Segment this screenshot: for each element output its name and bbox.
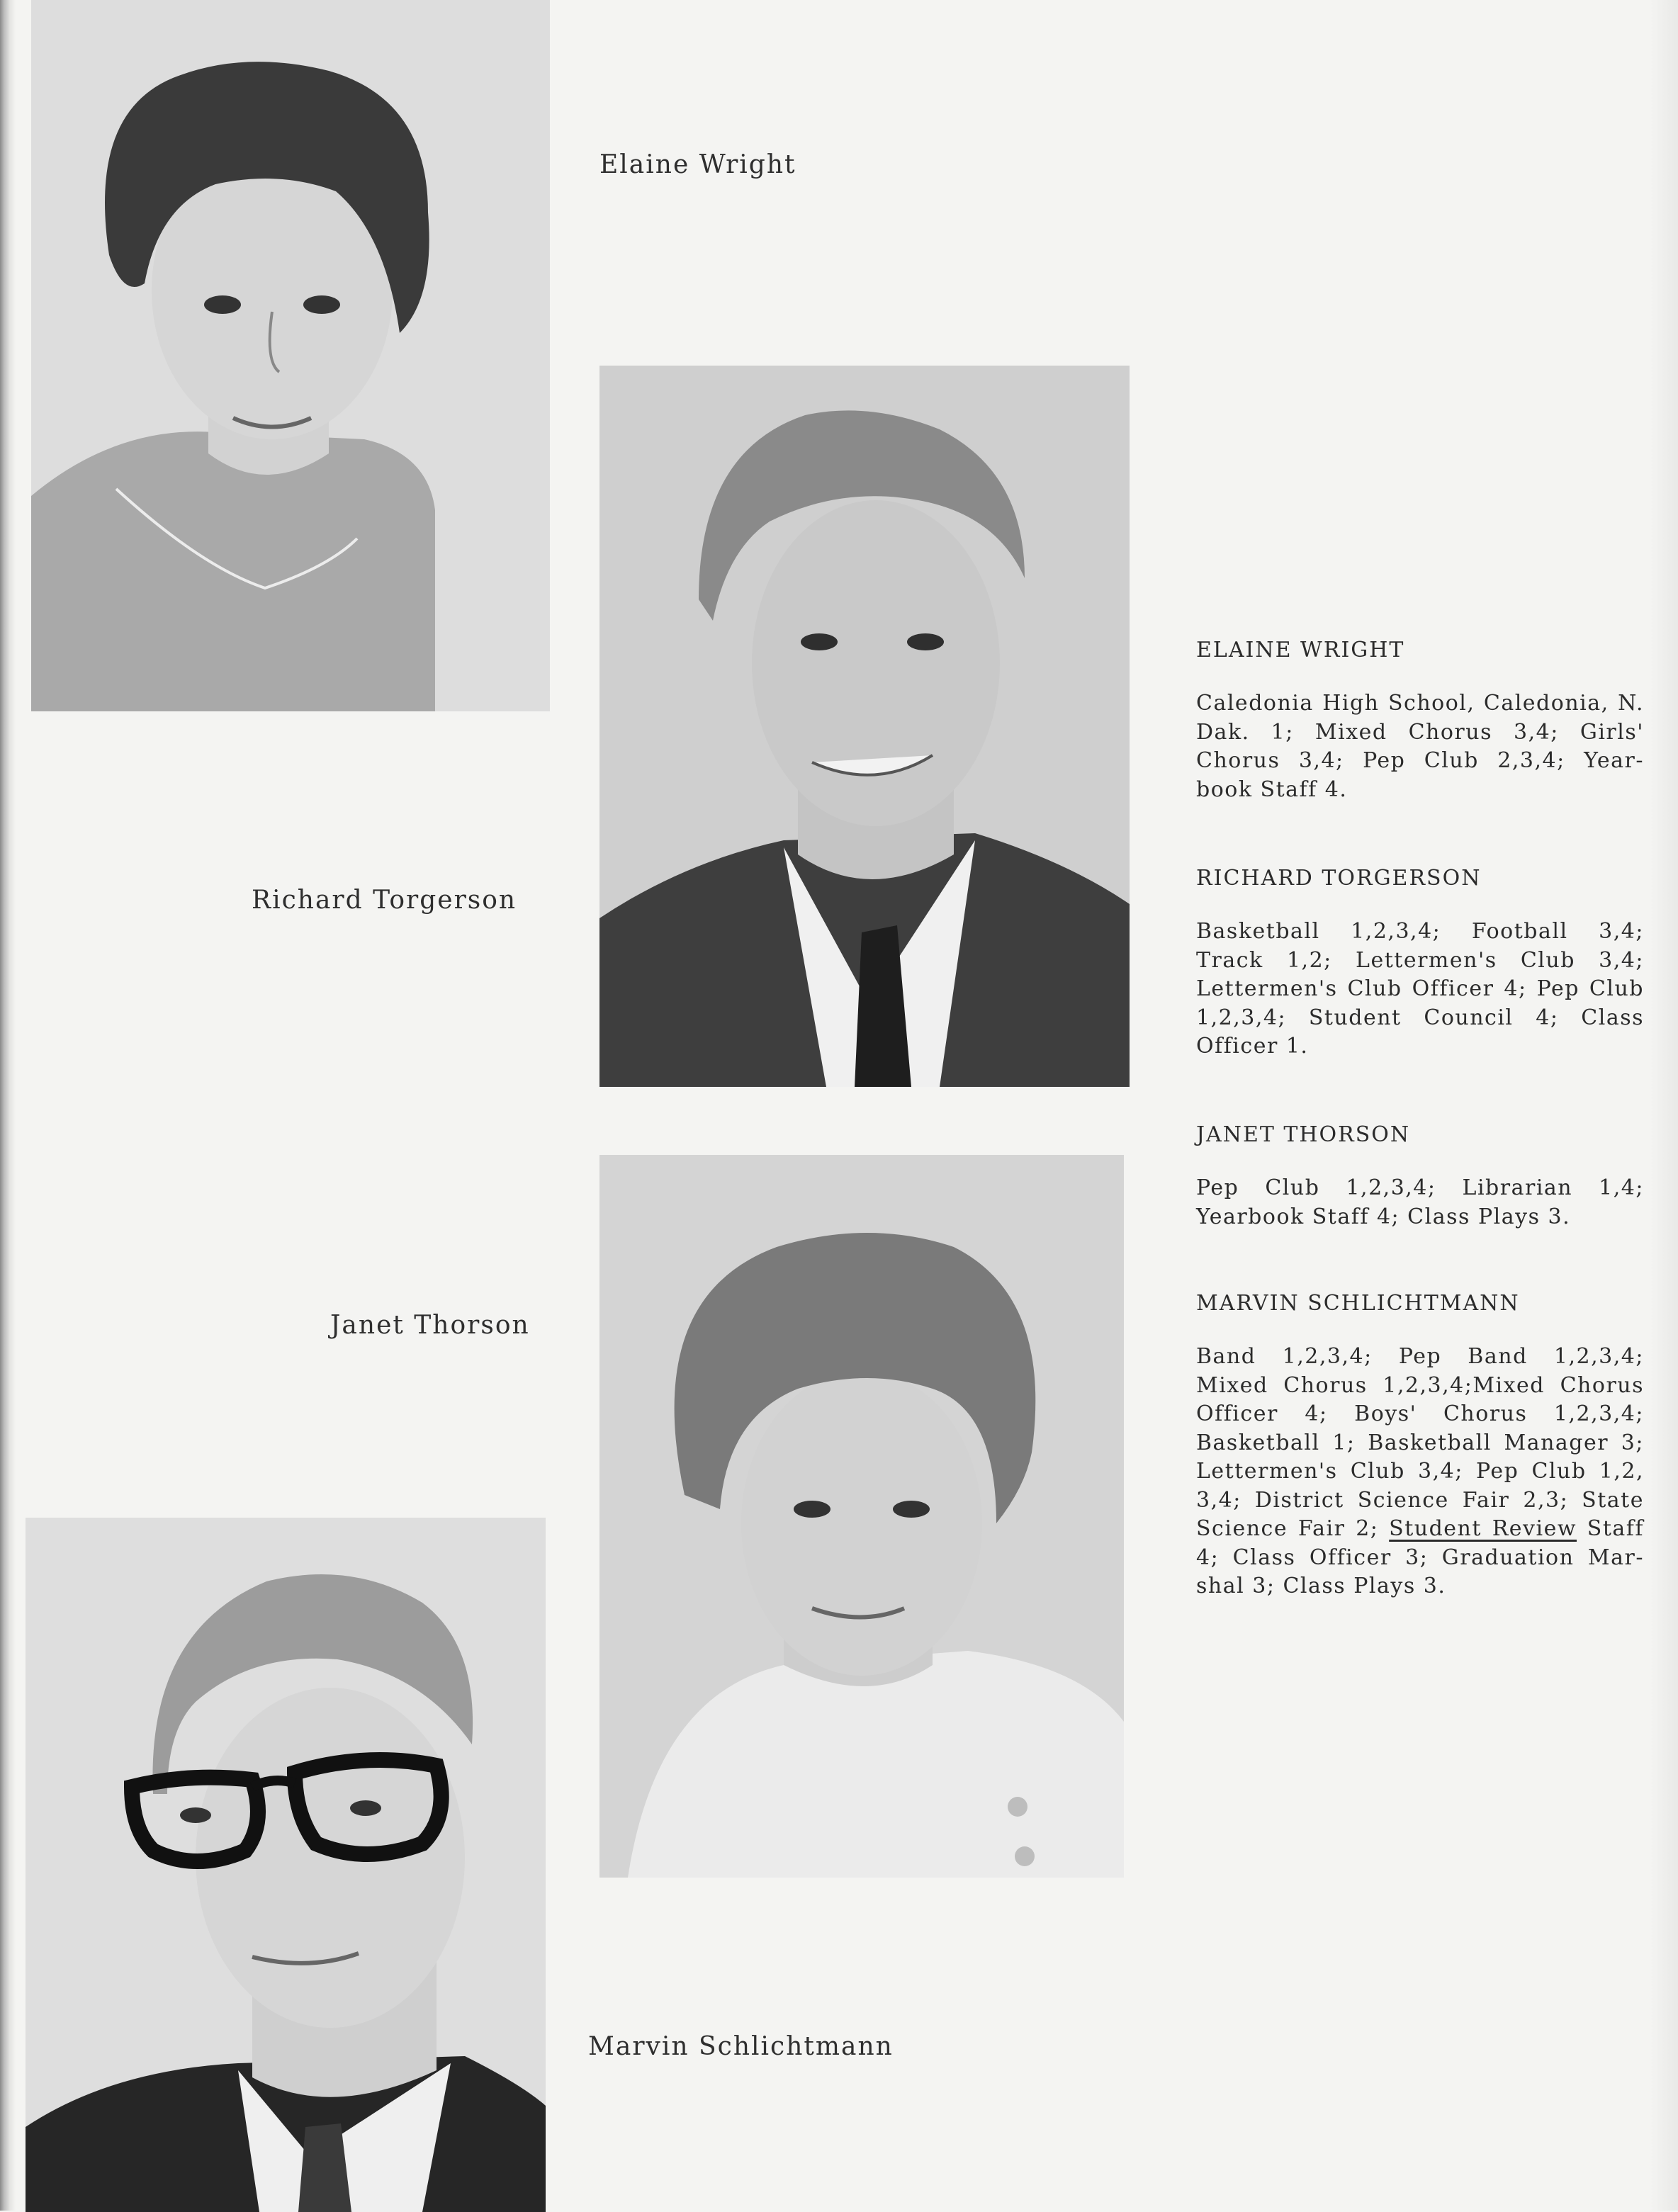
bio-richard-torgerson	[1196, 866, 1644, 1061]
bio-name: JANET THORSON	[1196, 1122, 1411, 1147]
portrait-janet-thorson	[599, 1155, 1124, 1878]
bio-activities: Pep Club 1,2,3,4; Librarian 1,4; Yearbook Staff 4; Class Plays 3.	[1196, 1175, 1644, 1229]
page-right-edge	[1650, 0, 1678, 2211]
bio-activities: Basketball 1,2,3,4; Football 3,4; Track 1,2; Lettermen's Club 3,4; Lettermen's Club Officer 4; Pep Club 1,2,3,4; Student Council 4; Class Officer 1.	[1196, 919, 1644, 1059]
bio-janet-thorson	[1196, 1122, 1644, 1231]
portrait-richard-torgerson	[599, 366, 1130, 1087]
bio-activities-part: Band 1,2,3,4; Pep Band 1,2,3,4; Mixed Chorus 1,2,3,4;Mixed Chorus Officer 4; Boys' Chorus 1,2,3,4; Basketball 1; Basketball Manager 3; Lettermen's Club 3,4; Pep Club 1,2, 3,4; District Science Fair 2,3; State Science Fair 2;	[1196, 1344, 1644, 1541]
bio-name: RICHARD TORGERSON	[1196, 866, 1482, 891]
bio-activities: Caledonia High School, Caledonia, N. Dak. 1; Mixed Chorus 3,4; Girls' Chorus 3,4; Pep Club 2,3,4; Year-book Staff 4.	[1196, 691, 1644, 802]
portrait-elaine-wright	[31, 0, 550, 711]
caption-marvin-schlichtmann: Marvin Schlichtmann	[588, 2032, 894, 2061]
bio-name: MARVIN SCHLICHTMANN	[1196, 1291, 1520, 1316]
bio-activities	[1196, 1343, 1644, 1601]
caption-richard-torgerson: Richard Torgerson	[252, 886, 517, 915]
bio-marvin-schlichtmann	[1196, 1291, 1644, 1601]
caption-elaine-wright: Elaine Wright	[599, 150, 796, 179]
bio-activities-part: Staff 4; Class Officer 3; Graduation Mar-shal 3; Class Plays 3.	[1196, 1516, 1644, 1598]
bio-elaine-wright	[1196, 638, 1644, 804]
page-binding-edge	[0, 0, 16, 2211]
caption-janet-thorson: Janet Thorson	[330, 1311, 530, 1340]
bio-name: ELAINE WRIGHT	[1196, 638, 1405, 662]
publication-title: Student Review	[1389, 1516, 1577, 1541]
portrait-marvin-schlichtmann	[26, 1518, 546, 2212]
